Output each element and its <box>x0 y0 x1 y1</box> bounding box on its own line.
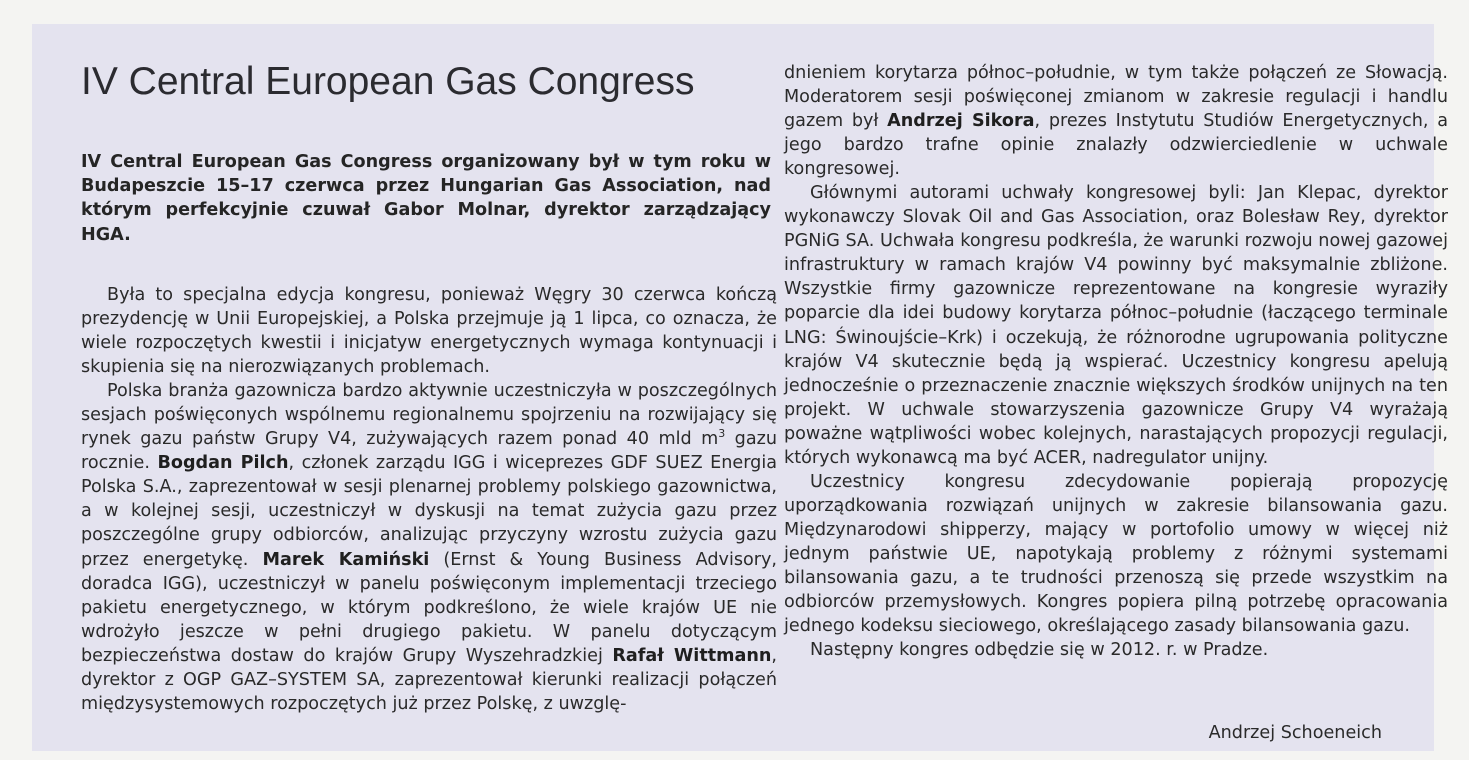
paragraph-2-part-1 <box>81 379 777 716</box>
person-marek-kaminski: Marek Kamiński <box>262 549 430 570</box>
person-bogdan-pilch: Bogdan Pilch <box>157 453 289 474</box>
paragraph-1: Była to specjalna edycja kongresu, ponieważ Węgry 30 czerwca kończą prezydencję w Unii Europejskiej, a Polska przejmuje ją 1 lipca, co oznacza, że wiele rozpoczętych kwestii i inicjatyw energetycznych wymaga kontynuacji i skupienia się na nierozwiązanych problemach. <box>81 285 777 378</box>
article-lead: IV Central European Gas Congress organizowany był w tym roku w Budapeszcie 15–17 czerwca przez Hungarian Gas Association, nad którym perfekcyjnie czuwał Gabor Molnar, dyrektor zarządzający HGA. <box>81 152 771 245</box>
paragraph-5: Następny kongres odbędzie się w 2012. r. w Pradze. <box>810 640 1269 661</box>
paragraph-2-text-f: , prezes Instytutu Studiów Energetycznych, a jego bardzo trafne opinie znalazły odzwierciedlenie w uchwale kongresowej. <box>784 111 1449 180</box>
superscript-3: 3 <box>718 427 726 441</box>
article-author: Andrzej Schoeneich <box>1208 723 1382 743</box>
person-andrzej-sikora: Andrzej Sikora <box>887 111 1035 132</box>
paragraph-3: Głównymi autorami uchwały kongresowej byli: Jan Klepac, dyrektor wykonawczy Slovak Oil and Gas Association, oraz Bolesław Rey, dyrektor PGNiG SA. Uchwała kongresu podkreśla, że warunki rozwoju nowej gazowej infrastruktury w ramach krajów V4 powinny być maksymalnie zbliżone. Wszystkie firmy gazownicze reprezentowane na kongresie wyraziły poparcie dla idei budowy korytarza północ–południe (łaczącego terminale LNG: Świnoujście–Krk) i oczekują, że różnorodne ugrupowania polityczne krajów V4 skutecznie będą ją wspierać. Uczestnicy kongresu apelują jednocześnie o przeznaczenie znacznie większych środków unijnych na ten projekt. W uchwale stowarzyszenia gazownicze Grupy V4 wyrażają poważne wątpliwości wobec kolejnych, narastających propozycji regulacji, których wykonawcą ma być ACER, nadregulator unijny. <box>784 183 1448 468</box>
column-left <box>81 283 777 716</box>
column-right <box>784 61 1448 662</box>
article-title: IV Central European Gas Congress <box>81 60 695 103</box>
paragraph-2-text-c: , członek zarządu IGG i wiceprezes GDF SUEZ Energia Polska S.A., zaprezentował w sesji plenarnej problemy polskiego gazownictwa, a w kolejnej sesji, uczestniczył w dyskusji na temat zużycia gazu przez poszczególne grupy odbiorców, analizując przyczyny wzrostu zużycia gazu przez energetykę. <box>81 453 777 570</box>
paragraph-4: Uczestnicy kongresu zdecydowanie popierają propozycję uporządkowania rozwiązań unijnych w zakresie bilansowania gazu. Międzynarodowi shipperzy, mający w portofolio umowy w więcej niż jednym państwie UE, napotykają problemy z różnymi systemami bilansowania gazu, a te trudności przenoszą się przede wszystkim na odbiorców przemysłowych. Kongres popiera pilną potrzebę opracowania jednego kodeksu sieciowego, określającego zasady bilansowania gazu. <box>784 471 1448 637</box>
paragraph-2-text-b: gazu rocznie. <box>81 429 777 474</box>
article-panel <box>32 24 1449 751</box>
paragraph-2-text-e-continued: dnieniem korytarza północ–południe, w tym także połączeń ze Słowacją. Moderatorem sesji poświęconej zmianom w zakresie regulacji i handlu gazem był <box>784 63 1448 132</box>
person-rafal-wittmann: Rafał Wittmann <box>612 645 772 666</box>
paragraph-2-text-d: (Ernst & Young Business Advisory, doradca IGG), uczestniczył w panelu poświęconym implementacji trzeciego pakietu energetycznego, w którym podkreślono, że wiele krajów UE nie wdrożyło jeszcze w pełni drugiego pakietu. W panelu dotyczącym bezpieczeństwa dostaw do krajów Grupy Wyszehradzkiej <box>81 549 777 666</box>
paragraph-2-text-a: Polska branża gazownicza bardzo aktywnie uczestniczyła w poszczególnych sesjach poświęconych wspólnemu regionalnemu spojrzeniu na rozwijający się rynek gazu państw Grupy V4, zużywających razem ponad 40 mld m <box>81 381 777 450</box>
paragraph-2-continued <box>784 61 1448 181</box>
paragraph-2-text-e: , dyrektor z OGP GAZ–SYSTEM SA, zaprezentował kierunki realizacji połączeń międzysystemowych rozpoczętych już przez Polskę, z uwzglę- <box>81 645 777 714</box>
